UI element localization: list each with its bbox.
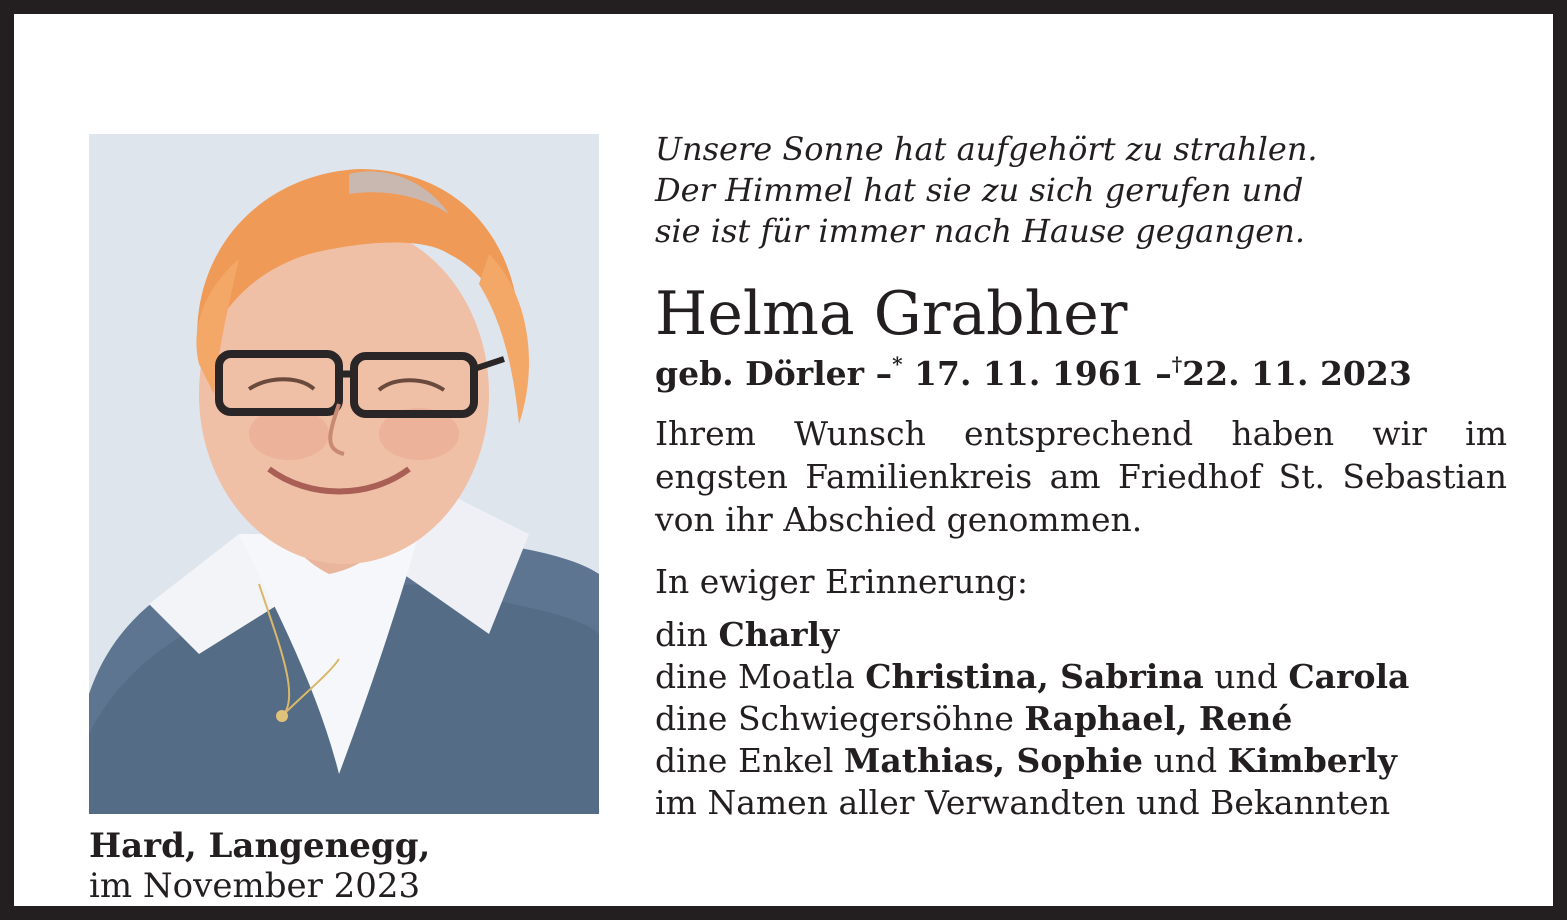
announcement-text: [655, 412, 1507, 541]
death-date: 22. 11. 2023: [1182, 354, 1412, 393]
quote-line: Unsere Sonne hat aufgehört zu strahlen.: [655, 130, 1318, 168]
birth-date: 17. 11. 1961: [914, 354, 1144, 393]
relation-label: dine Schwiegersöhne: [655, 699, 1014, 738]
death-symbol: †: [1171, 352, 1183, 376]
family-row: [655, 614, 1515, 656]
family-names: Kimberly: [1227, 741, 1397, 780]
relation-label: dine Enkel: [655, 741, 834, 780]
memorial-quote: [655, 129, 1515, 252]
relation-label: dine Moatla: [655, 657, 855, 696]
deceased-name: Helma Grabher: [655, 279, 1128, 349]
maiden-name: geb. Dörler: [655, 354, 865, 393]
family-names: Mathias, Sophie: [843, 741, 1143, 780]
text-line: Ihrem Wunsch entsprechend haben wir im: [655, 414, 1507, 453]
text-line: engsten Familienkreis am Friedhof St. Sebastian: [655, 457, 1507, 496]
portrait-photo: [89, 134, 599, 814]
dash: –: [875, 354, 893, 393]
conjunction: und: [1153, 741, 1218, 780]
family-names: Christina, Sabrina: [865, 657, 1204, 696]
family-row: [655, 698, 1515, 740]
memory-heading: In ewiger Erinnerung:: [655, 562, 1029, 601]
quote-line: sie ist für immer nach Hause gegangen.: [655, 212, 1306, 250]
place-and-date: [89, 826, 609, 906]
family-row: [655, 656, 1515, 698]
text-line: von ihr Abschied genommen.: [655, 500, 1143, 539]
conjunction: und: [1214, 657, 1278, 696]
family-list: [655, 614, 1515, 824]
family-row: [655, 740, 1515, 782]
announcement-date: im November 2023: [89, 866, 421, 906]
family-names: Raphael, René: [1024, 699, 1293, 738]
family-names: Charly: [718, 615, 840, 654]
family-names: Carola: [1288, 657, 1410, 696]
life-dates: [655, 352, 1515, 396]
quote-line: Der Himmel hat sie zu sich gerufen und: [655, 171, 1304, 209]
place-names: Hard, Langenegg,: [89, 826, 431, 866]
portrait-illustration: [89, 134, 599, 814]
relation-label: din: [655, 615, 708, 654]
birth-symbol: *: [892, 352, 903, 376]
family-row: im Namen aller Verwandten und Bekannten: [655, 783, 1391, 822]
dash: –: [1155, 354, 1172, 393]
